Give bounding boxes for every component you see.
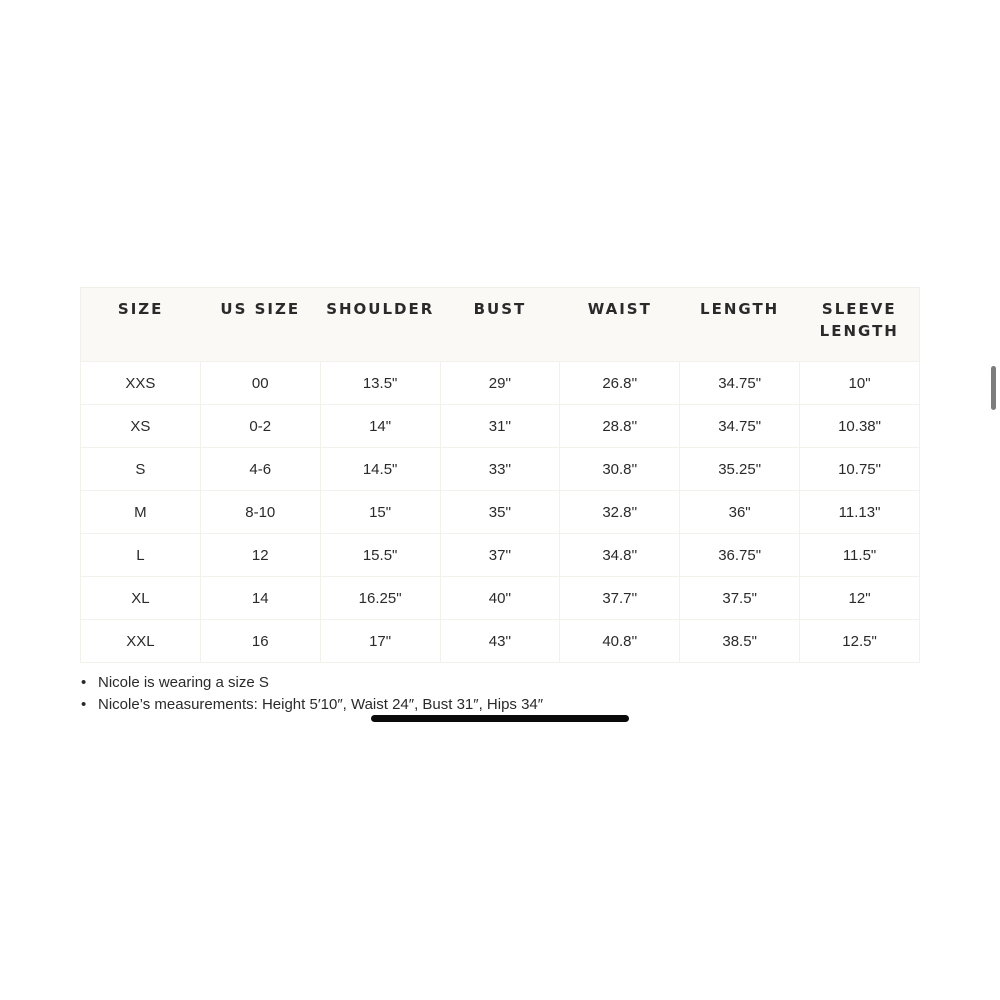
cell-waist: 30.8'' — [560, 448, 680, 491]
size-chart-table — [80, 287, 920, 663]
cell-size: XS — [81, 405, 201, 448]
cell-us-size: 8-10 — [200, 491, 320, 534]
cell-size: M — [81, 491, 201, 534]
table-row — [81, 362, 920, 405]
cell-us-size: 0-2 — [200, 405, 320, 448]
cell-shoulder: 17" — [320, 620, 440, 663]
scrollbar-thumb[interactable] — [991, 366, 996, 410]
size-chart-body — [81, 362, 920, 663]
cell-shoulder: 13.5" — [320, 362, 440, 405]
cell-sleeve-length: 12.5" — [800, 620, 920, 663]
cell-length: 38.5" — [680, 620, 800, 663]
cell-us-size: 00 — [200, 362, 320, 405]
cell-length: 34.75" — [680, 405, 800, 448]
header-shoulder: SHOULDER — [320, 288, 440, 362]
cell-sleeve-length: 11.5" — [800, 534, 920, 577]
cell-sleeve-length: 10" — [800, 362, 920, 405]
table-row — [81, 491, 920, 534]
cell-us-size: 14 — [200, 577, 320, 620]
cell-waist: 28.8'' — [560, 405, 680, 448]
cell-bust: 43'' — [440, 620, 560, 663]
cell-sleeve-length: 11.13" — [800, 491, 920, 534]
table-row — [81, 448, 920, 491]
cell-length: 36.75" — [680, 534, 800, 577]
cell-length: 37.5" — [680, 577, 800, 620]
table-row — [81, 534, 920, 577]
cell-waist: 37.7'' — [560, 577, 680, 620]
cell-size: L — [81, 534, 201, 577]
table-row — [81, 577, 920, 620]
cell-length: 36" — [680, 491, 800, 534]
bullet-icon: • — [81, 674, 87, 691]
cell-sleeve-length: 10.38" — [800, 405, 920, 448]
cell-size: XXL — [81, 620, 201, 663]
home-indicator-bar[interactable] — [371, 715, 629, 722]
cell-bust: 31'' — [440, 405, 560, 448]
cell-us-size: 4-6 — [200, 448, 320, 491]
cell-size: S — [81, 448, 201, 491]
cell-sleeve-length: 10.75" — [800, 448, 920, 491]
cell-shoulder: 16.25" — [320, 577, 440, 620]
list-item — [81, 694, 544, 716]
cell-us-size: 16 — [200, 620, 320, 663]
header-us-size: US SIZE — [200, 288, 320, 362]
header-length: LENGTH — [680, 288, 800, 362]
table-row — [81, 405, 920, 448]
cell-shoulder: 14.5" — [320, 448, 440, 491]
header-waist: WAIST — [560, 288, 680, 362]
header-sleeve-length: SLEEVE LENGTH — [800, 288, 920, 362]
cell-bust: 35'' — [440, 491, 560, 534]
cell-bust: 40'' — [440, 577, 560, 620]
cell-bust: 29'' — [440, 362, 560, 405]
cell-waist: 40.8'' — [560, 620, 680, 663]
cell-waist: 34.8'' — [560, 534, 680, 577]
header-row — [81, 288, 920, 362]
cell-size: XXS — [81, 362, 201, 405]
bullet-icon: • — [81, 696, 87, 713]
cell-shoulder: 14" — [320, 405, 440, 448]
cell-sleeve-length: 12" — [800, 577, 920, 620]
table-row — [81, 620, 920, 663]
cell-length: 35.25" — [680, 448, 800, 491]
cell-shoulder: 15.5" — [320, 534, 440, 577]
cell-bust: 33'' — [440, 448, 560, 491]
size-chart-header — [81, 288, 920, 362]
header-size: SIZE — [81, 288, 201, 362]
model-notes-list — [80, 672, 543, 716]
note-model-size: Nicole is wearing a size S — [98, 674, 269, 691]
note-model-measurements: Nicole’s measurements: Height 5′10″, Waist 24″, Bust 31″, Hips 34″ — [98, 696, 544, 713]
cell-shoulder: 15" — [320, 491, 440, 534]
cell-waist: 32.8'' — [560, 491, 680, 534]
header-bust: BUST — [440, 288, 560, 362]
cell-bust: 37'' — [440, 534, 560, 577]
cell-waist: 26.8'' — [560, 362, 680, 405]
list-item — [81, 672, 543, 694]
cell-length: 34.75" — [680, 362, 800, 405]
cell-us-size: 12 — [200, 534, 320, 577]
cell-size: XL — [81, 577, 201, 620]
